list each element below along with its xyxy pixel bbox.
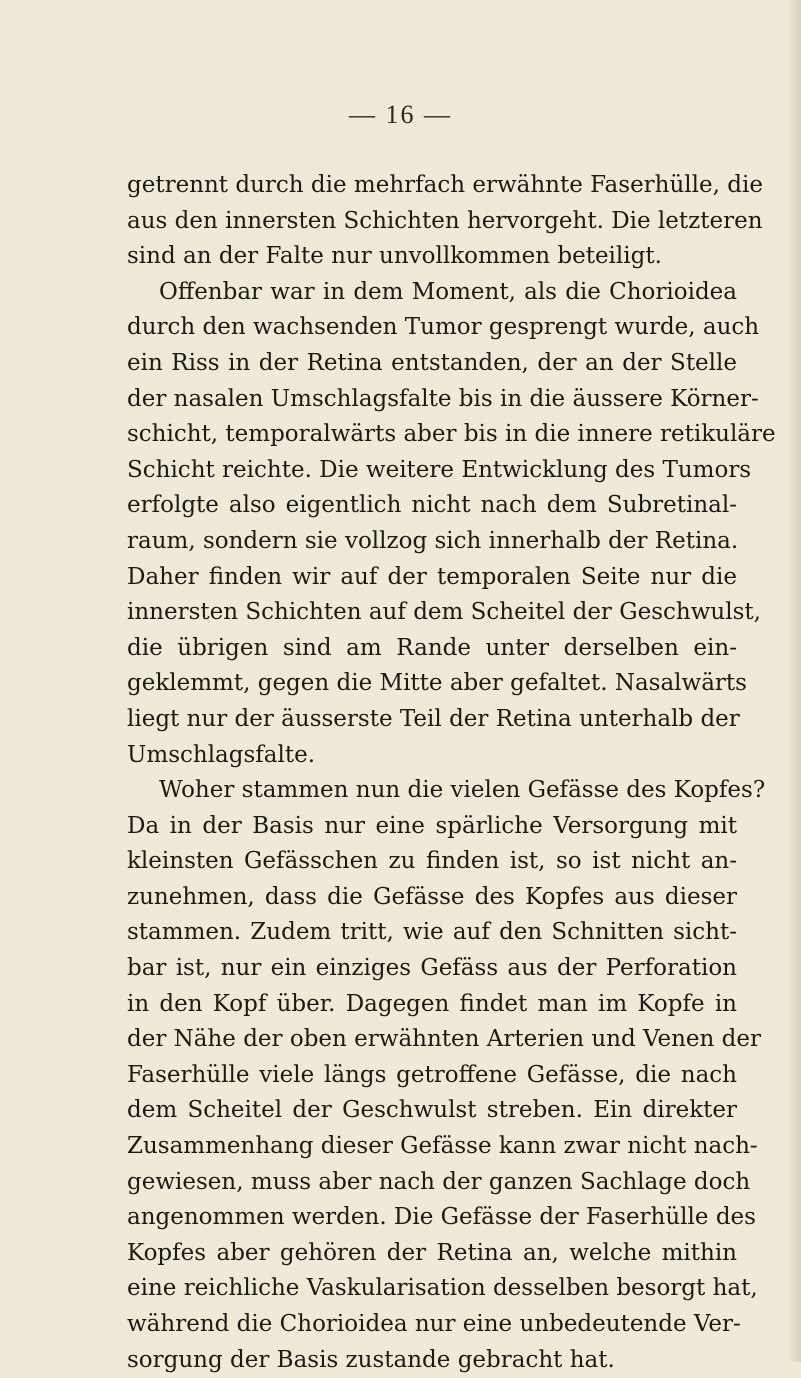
text-line: erfolgte also eigentlich nicht nach dem Subretinal- <box>127 492 737 519</box>
text-line: Da in der Basis nur eine spärliche Versorgung mit <box>127 812 737 839</box>
text-line: während die Chorioidea nur eine unbedeutende Ver- <box>127 1311 741 1337</box>
text-line: in den Kopf über. Dagegen findet man im Kopfe in <box>127 990 737 1017</box>
text-line: schicht, temporalwärts aber bis in die innere retikuläre <box>127 421 776 448</box>
text-line: durch den wachsenden Tumor gesprengt wurde, auch <box>127 314 760 341</box>
text-line: kleinsten Gefässchen zu finden ist, so ist nicht an- <box>127 848 737 875</box>
page-number: — 16 — <box>349 100 452 129</box>
text-line: Faserhülle viele längs getroffene Gefässe, die nach <box>127 1061 737 1088</box>
text-line: ein Riss in der Retina entstanden, der an der Stelle <box>127 349 737 376</box>
text-line: Daher finden wir auf der temporalen Seite nur die <box>127 563 737 590</box>
page-edge-shadow <box>787 0 801 1362</box>
text-line: raum, sondern sie vollzog sich innerhalb der Retina. <box>127 527 739 554</box>
text-line: der Nähe der oben erwähnten Arterien und Venen der <box>127 1026 761 1053</box>
text-line: getrennt durch die mehrfach erwähnte Faserhülle, die <box>127 172 763 198</box>
text-line: der nasalen Umschlagsfalte bis in die äussere Körner- <box>127 385 759 412</box>
text-line: sind an der Falte nur unvollkommen beteiligt. <box>127 243 662 270</box>
text-line: dem Scheitel der Geschwulst streben. Ein direkter <box>127 1097 737 1124</box>
text-line: innersten Schichten auf dem Scheitel der Geschwulst, <box>127 599 761 626</box>
text-line: Offenbar war in dem Moment, als die Chorioidea <box>159 278 737 305</box>
text-line: die übrigen sind am Rande unter derselben ein- <box>127 634 737 661</box>
text-line: liegt nur der äusserste Teil der Retina unterhalb der <box>127 705 740 732</box>
text-line: Woher stammen nun die vielen Gefässe des Kopfes? <box>159 777 766 804</box>
text-line: gewiesen, muss aber nach der ganzen Sachlage doch <box>127 1168 751 1195</box>
text-line: stammen. Zudem tritt, wie auf den Schnitten sicht- <box>127 919 737 946</box>
text-line: bar ist, nur ein einziges Gefäss aus der Perforation <box>127 955 737 982</box>
text-line: Umschlagsfalte. <box>127 741 316 768</box>
text-line: geklemmt, gegen die Mitte aber gefaltet. Nasalwärts <box>127 670 747 697</box>
text-line: eine reichliche Vaskularisation desselben besorgt hat, <box>127 1275 758 1302</box>
text-line: sorgung der Basis zustande gebracht hat. <box>127 1346 615 1373</box>
text-line: aus den innersten Schichten hervorgeht. Die letzteren <box>127 207 763 234</box>
text-line: zunehmen, dass die Gefässe des Kopfes aus dieser <box>127 883 737 910</box>
text-line: Kopfes aber gehören der Retina an, welche mithin <box>127 1239 737 1266</box>
text-line: Zusammenhang dieser Gefässe kann zwar nicht nach- <box>127 1133 758 1160</box>
body-text <box>127 168 776 1378</box>
text-line: angenommen werden. Die Gefässe der Faserhülle des <box>127 1204 756 1231</box>
text-line: Schicht reichte. Die weitere Entwicklung des Tumors <box>127 456 752 483</box>
